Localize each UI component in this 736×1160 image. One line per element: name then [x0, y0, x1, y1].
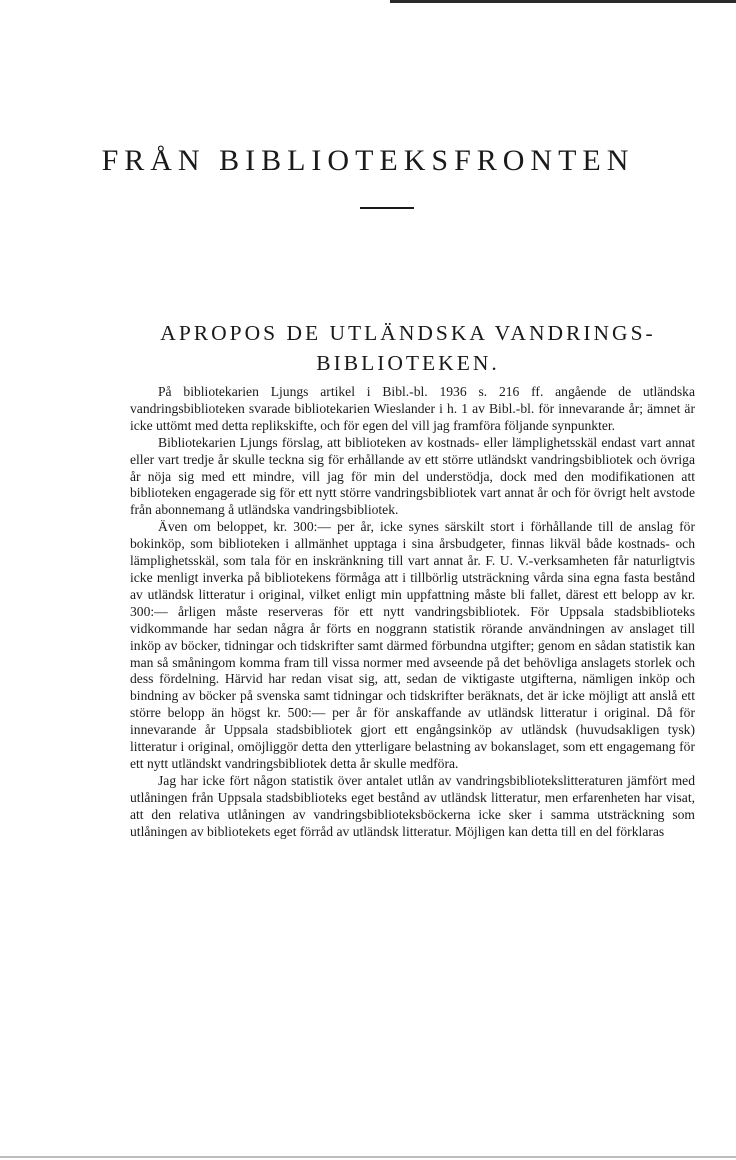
article-body	[130, 384, 695, 840]
paragraph-2: Bibliotekarien Ljungs förslag, att biblioteken av kostnads- eller lämplighetsskäl endast vart annat eller vart tredje år skulle teckna sig för erhållande av ett större utländskt vandringsbibliotek och övriga år nöja sig med ett mindre, vill jag för min del understödja, dock med den modifikationen att biblioteken engagerade sig för ett nytt större vandringsbibliotek vart annat år och för övrigt helt avstode från abonnemang å utländska vandringsbibliotek.	[130, 434, 695, 518]
article-title-line-1: APROPOS DE UTLÄNDSKA VANDRINGS-	[160, 321, 656, 345]
article-title	[130, 318, 686, 378]
top-edge-rule	[390, 0, 736, 3]
section-title: FRÅN BIBLIOTEKSFRONTEN	[101, 144, 635, 177]
title-divider	[360, 207, 414, 209]
paragraph-3: Även om beloppet, kr. 300:— per år, icke synes särskilt stort i förhållande till de anslag för bokinköp, som biblioteken i allmänhet upptaga i sina årsbudgeter, finnas likväl både kostnads- och lämplighetsskäl, som tala för en inskränkning till vart annat år. F. U. V.-verksamheten får naturligtvis icke menligt inverka på bibliotekens förmåga att i tillbörlig utsträckning vårda sina egna fasta bestånd av utländsk litteratur i original, vilket enligt min uppfattning måste bli fallet, därest ett belopp av kr. 300:— årligen måste reserveras för ett nytt vandringsbibliotek. För Uppsala stadsbiblioteks vidkommande har sedan några år förts en noggrann statistik rörande användningen av anslaget till inköp av böcker, tidningar och tidskrifter samt därmed förbundna utgifter; genom en sådan statistik kan man så småningom komma fram till vissa normer med avseende på det behövliga anslagets storlek och dess fördelning. Härvid har redan visat sig, att, sedan de viktigaste utgifterna, nämligen inköp och bindning av böcker på svenska samt tidningar och tidskrifter beräknats, det är icke möjligt att anslå ett större belopp än högst kr. 500:— per år för anskaffande av utländsk litteratur i original. Då för innevarande år Uppsala stadsbibliotek gjort ett engångsinköp av utländsk (huvudsakligen tysk) litteratur i original, omöjliggör detta den ytterligare belastning av bokanslaget, som ett engagemang för ett nytt utländskt vandringsbibliotek detta år skulle medföra.	[130, 519, 695, 771]
paragraph-4: Jag har icke fört någon statistik över antalet utlån av vandringsbibliotekslitteraturen jämfört med utlåningen från Uppsala stadsbiblioteks eget bestånd av utländsk litteratur, men erfarenheten har visat, att den relativa utlåningen av vandringsbiblioteksböckerna icke sker i samma utsträckning som utlåningen av bibliotekets eget förråd av utländsk litteratur. Möjligen kan detta till en del förklaras	[130, 772, 695, 839]
article-title-line-2: BIBLIOTEKEN.	[316, 351, 500, 375]
bottom-edge-rule	[0, 1156, 736, 1158]
paragraph-1: På bibliotekarien Ljungs artikel i Bibl.-bl. 1936 s. 216 ff. angående de utländska vandringsbiblioteken svarade bibliotekarien Wieslander i h. 1 av Bibl.-bl. för innevarande år; ämnet är icke uttömt med detta replikskifte, och för egen del vill jag framföra följande synpunkter.	[130, 384, 695, 433]
